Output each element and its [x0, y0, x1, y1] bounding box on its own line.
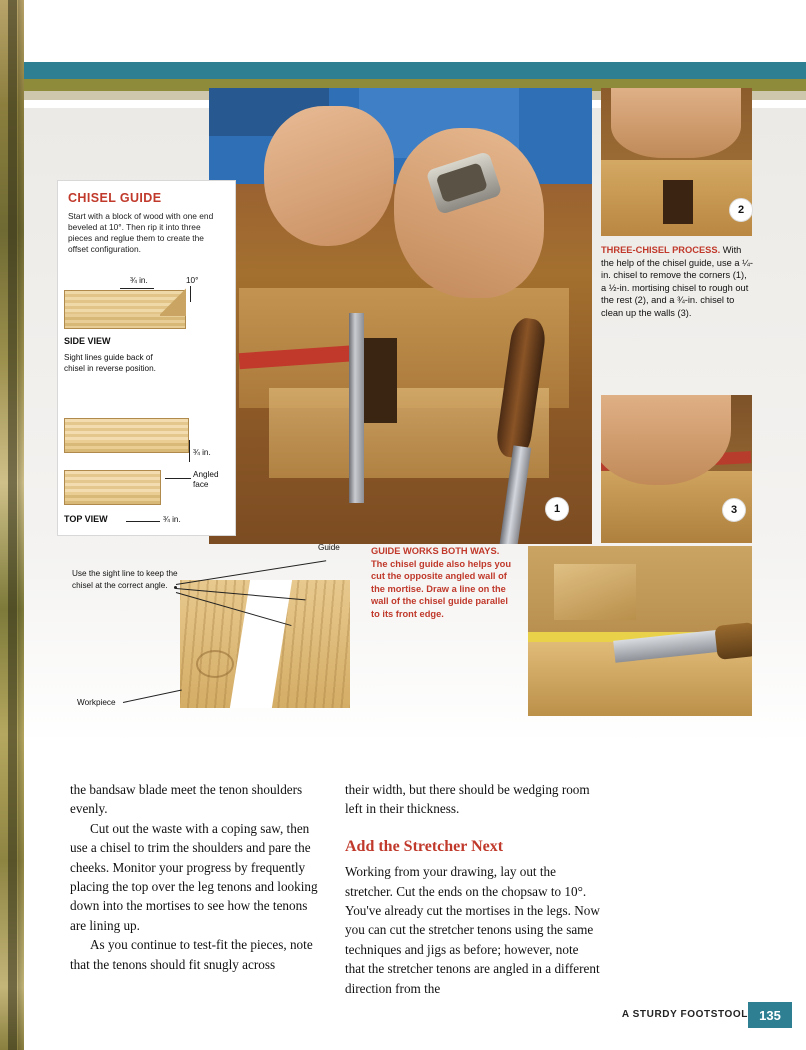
dim-bottom-label: ¾ in. [163, 515, 181, 524]
photo-bottom-chisel-handle [714, 622, 752, 660]
dim-thickness-label: ¾ in. [130, 276, 148, 285]
angled-face-leader [165, 478, 191, 479]
side-view-label: SIDE VIEW [64, 336, 111, 346]
photo-right-hand [394, 128, 544, 298]
diagram-top-view-piece-b-edge [64, 492, 161, 505]
paragraph: the bandsaw blade meet the tenon shoulders evenly. [70, 782, 303, 817]
angled-face-label: Angled face [193, 470, 219, 489]
sight-lines-note: Sight lines guide back of chisel in reverse position. [64, 353, 156, 373]
paragraph: Cut out the waste with a coping saw, then use a chisel to trim the shoulders and pare the cheeks. Monitor your progress by frequently placing the top over the leg tenons and looking down into the mortises to see how the tenons are lining up. [70, 820, 318, 933]
dim-bottom-leader [126, 521, 160, 522]
sight-line-note: Use the sight line to keep the chisel at the correct angle. [72, 569, 178, 590]
callout-badge-1: 1 [545, 497, 569, 521]
caption-three-chisel-lead: THREE-CHISEL PROCESS. [601, 245, 721, 255]
section-subhead: Add the Stretcher Next [345, 837, 504, 855]
diagram-wood-knot [196, 650, 234, 678]
chisel-guide-title: CHISEL GUIDE [68, 191, 162, 205]
dim-thickness-leader [120, 288, 154, 289]
paragraph: As you continue to test-fit the pieces, note that the tenons should fit snugly across [70, 937, 313, 972]
diagram-side-view-bottom [64, 314, 186, 329]
header-bar-teal [24, 62, 806, 79]
diagram-bevel-edge [160, 288, 186, 316]
paragraph: their width, but there should be wedging room left in their thickness. [345, 782, 590, 817]
top-view-label: TOP VIEW [64, 514, 108, 524]
guide-label: Guide [318, 543, 340, 552]
diagram-top-view-piece-a [64, 418, 189, 442]
callout-badge-3: 3 [722, 498, 746, 522]
photo-guide-both-ways [528, 546, 752, 716]
page-gutter-shadow [8, 0, 17, 1050]
caption-three-chisel-body: With the help of the chisel guide, use a ¼-in. chisel to remove the corners (1), a ½-in. mortising chisel to rough out the rest (2), and a ¾-in. chisel to clean up the walls (3). [601, 245, 753, 318]
page-number: 135 [748, 1002, 792, 1028]
photo-left-hand [264, 106, 394, 246]
photo-chisel-blade [349, 313, 364, 503]
photo-step-two-mortise [663, 180, 693, 224]
dim-right-label: ¾ in. [193, 448, 211, 457]
caption-guide-both-ways-lead: GUIDE WORKS BOTH WAYS. [371, 546, 500, 556]
workpiece-label: Workpiece [77, 698, 116, 707]
callout-badge-2: 2 [729, 198, 753, 222]
photo-step-two-hand [611, 88, 741, 158]
photo-chisel-guide-block [554, 564, 636, 620]
dim-angle-label: 10° [186, 276, 199, 285]
paragraph: Working from your drawing, lay out the stretcher. Cut the ends on the chopsaw to 10°. You've already cut the mortises in the legs. Now you can cut the stretcher tenons using the same techniques and jigs as before; however, note that the stretcher tenons are angled in a different direction from the [345, 864, 600, 996]
dim-angle-leader [190, 286, 191, 302]
dim-right-leader [189, 440, 190, 462]
caption-three-chisel-process [601, 244, 753, 320]
photo-chiseling-mortise [209, 88, 592, 544]
caption-guide-both-ways-body: The chisel guide also helps you cut the opposite angled wall of the mortise. Draw a line on the wall of the chisel guide parallel to its front edge. [371, 558, 512, 619]
footer-chapter-title: A STURDY FOOTSTOOL [621, 1009, 748, 1020]
diagram-top-view-piece-b [64, 470, 161, 494]
leader-origin-dot [174, 586, 177, 589]
caption-guide-both-ways [371, 545, 511, 621]
body-column-right [345, 780, 600, 998]
diagram-sight-line [180, 580, 350, 708]
diagram-top-view-piece-a-edge [64, 440, 189, 453]
body-column-left [70, 780, 325, 974]
chisel-guide-intro: Start with a block of wood with one end beveled at 10°. Then rip it into three pieces and reglue them to create the offset configuration. [68, 211, 214, 254]
